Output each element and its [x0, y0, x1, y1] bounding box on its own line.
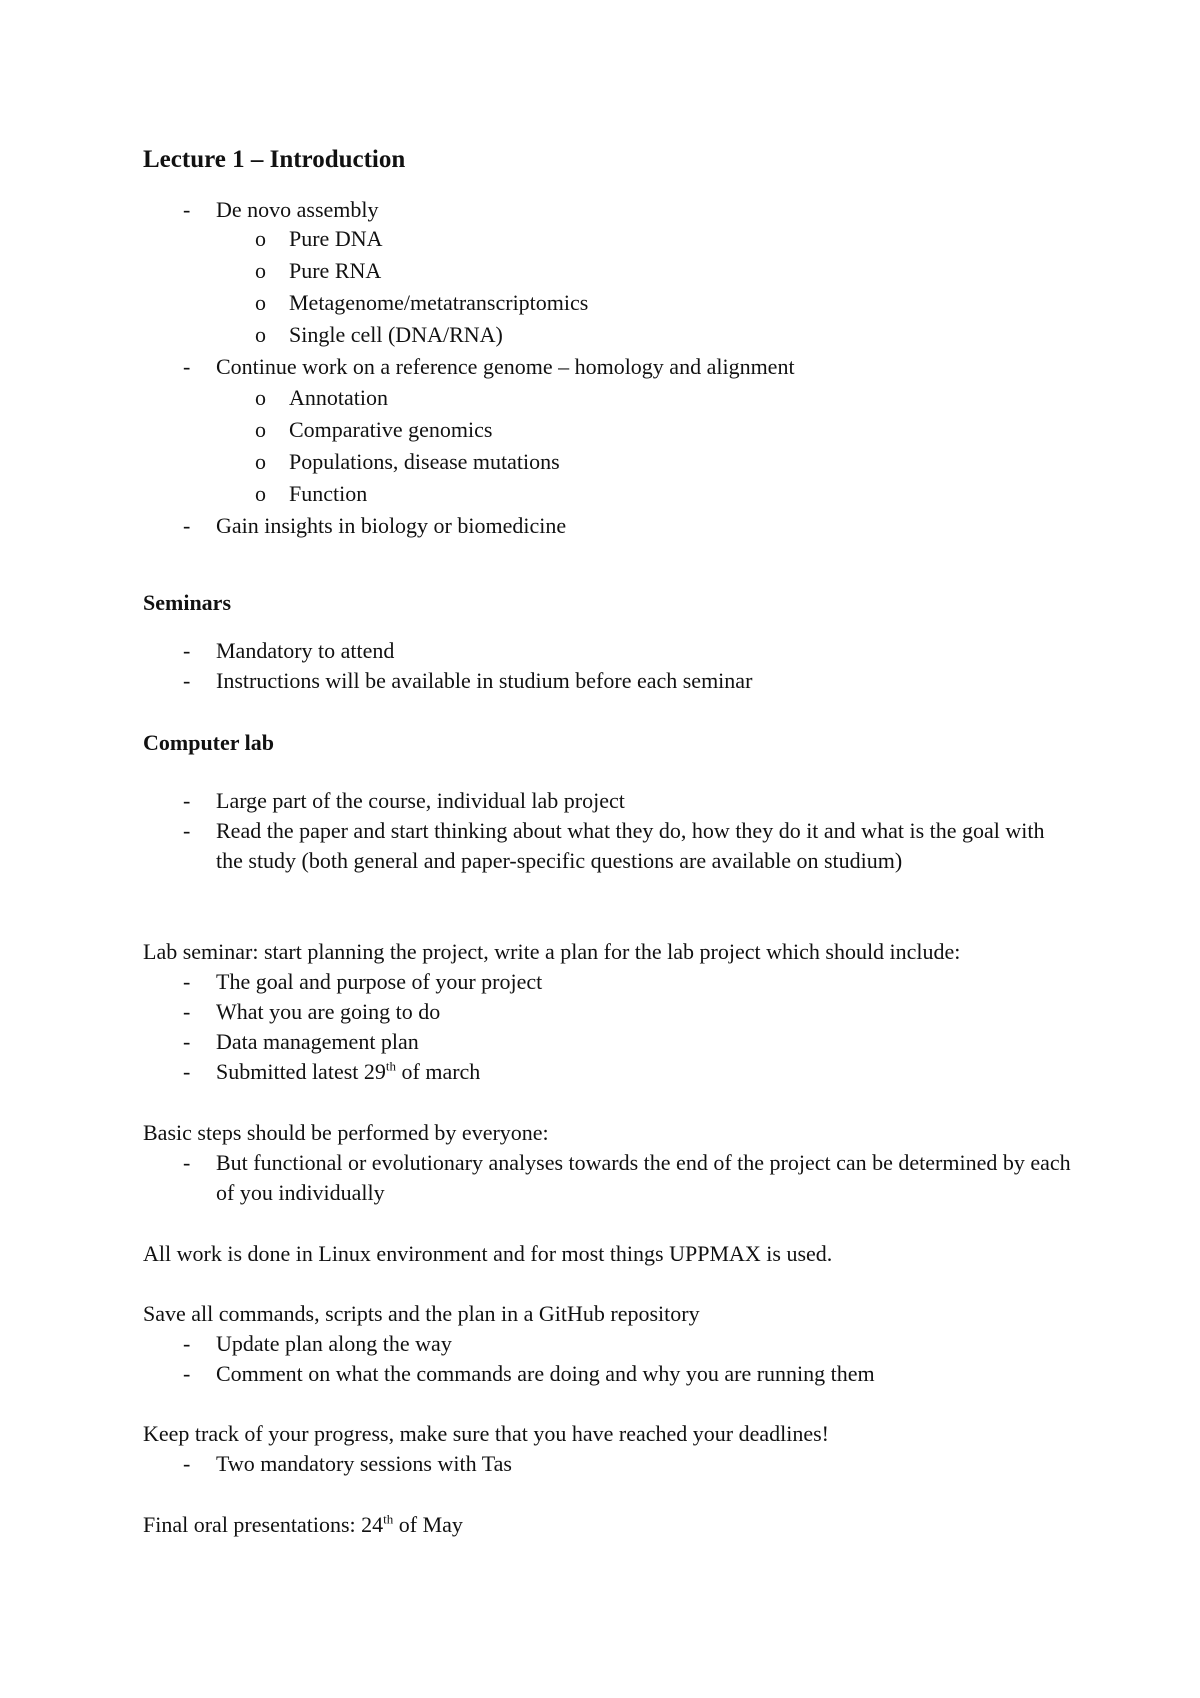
list-item-text: Instructions will be available in studium before each seminar	[216, 668, 753, 693]
list-item-text: Large part of the course, individual lab project	[216, 788, 625, 813]
bullet-dash: -	[183, 788, 191, 813]
section-heading: Computer lab	[143, 730, 274, 755]
bullet-dash: -	[183, 1059, 191, 1084]
bullet-dash: -	[183, 197, 191, 222]
sub-list-item-text: Function	[289, 481, 368, 506]
bullet-dash: -	[183, 1451, 191, 1476]
bullet-circle: o	[255, 417, 266, 442]
bullet-dash: -	[183, 1029, 191, 1054]
list-item-text: Two mandatory sessions with Tas	[216, 1451, 512, 1476]
paragraph: Lab seminar: start planning the project, write a plan for the lab project which should include:	[143, 939, 961, 964]
bullet-circle: o	[255, 449, 266, 474]
list-item-text: What you are going to do	[216, 999, 441, 1024]
list-item-text: But functional or evolutionary analyses towards the end of the project can be determined by each of you individually	[216, 1150, 1071, 1205]
deadline-month: of march	[396, 1059, 481, 1084]
ordinal-suffix: th	[383, 1511, 394, 1527]
deadline-text: Submitted latest 29	[216, 1059, 386, 1084]
paragraph: Basic steps should be performed by everyone:	[143, 1120, 549, 1145]
ordinal-suffix: th	[385, 1058, 397, 1074]
bullet-dash: -	[183, 638, 191, 663]
sub-list-item-text: Pure RNA	[289, 258, 382, 283]
sub-list-item-text: Annotation	[289, 385, 388, 410]
page-title: Lecture 1 – Introduction	[143, 146, 406, 173]
sub-list-item-text: Populations, disease mutations	[289, 449, 560, 474]
paragraph: Save all commands, scripts and the plan in a GitHub repository	[143, 1301, 700, 1326]
bullet-dash: -	[183, 354, 191, 379]
bullet-dash: -	[183, 999, 191, 1024]
list-item-text: Update plan along the way	[216, 1331, 452, 1356]
bullet-circle: o	[255, 385, 266, 410]
list-item-text: Gain insights in biology or biomedicine	[216, 513, 567, 538]
list-item-text: The goal and purpose of your project	[216, 969, 543, 994]
bullet-dash: -	[183, 1331, 191, 1356]
list-item-text: De novo assembly	[216, 197, 379, 222]
list-item-text: Comment on what the commands are doing and why you are running them	[216, 1361, 875, 1386]
list-item-text: Data management plan	[216, 1029, 419, 1054]
bullet-dash: -	[183, 1150, 191, 1175]
list-item-text: Read the paper and start thinking about what they do, how they do it and what is the goal with the study (both general and paper-specific questions are available on studium)	[216, 818, 1045, 873]
sub-list-item-text: Pure DNA	[289, 226, 383, 251]
list-item-text	[216, 1057, 480, 1087]
sub-list-item-text: Metagenome/metatranscriptomics	[289, 290, 589, 315]
bullet-dash: -	[183, 818, 191, 843]
bullet-circle: o	[255, 290, 266, 315]
paragraph	[143, 1510, 1103, 1540]
bullet-circle: o	[255, 322, 266, 347]
paragraph: All work is done in Linux environment and for most things UPPMAX is used.	[143, 1241, 833, 1266]
bullet-dash: -	[183, 1361, 191, 1386]
bullet-dash: -	[183, 513, 191, 538]
sub-list-item-text: Comparative genomics	[289, 417, 493, 442]
bullet-dash: -	[183, 969, 191, 994]
bullet-circle: o	[255, 481, 266, 506]
bullet-dash: -	[183, 668, 191, 693]
section-heading: Seminars	[143, 590, 231, 615]
list-item-text: Continue work on a reference genome – homology and alignment	[216, 354, 795, 379]
paragraph: Keep track of your progress, make sure that you have reached your deadlines!	[143, 1421, 830, 1446]
sub-list-item-text: Single cell (DNA/RNA)	[289, 322, 503, 347]
bullet-circle: o	[255, 226, 266, 251]
list-item-text: Mandatory to attend	[216, 638, 395, 663]
final-presentation-month: of May	[393, 1512, 463, 1537]
bullet-circle: o	[255, 258, 266, 283]
final-presentation-text: Final oral presentations: 24	[143, 1512, 384, 1537]
